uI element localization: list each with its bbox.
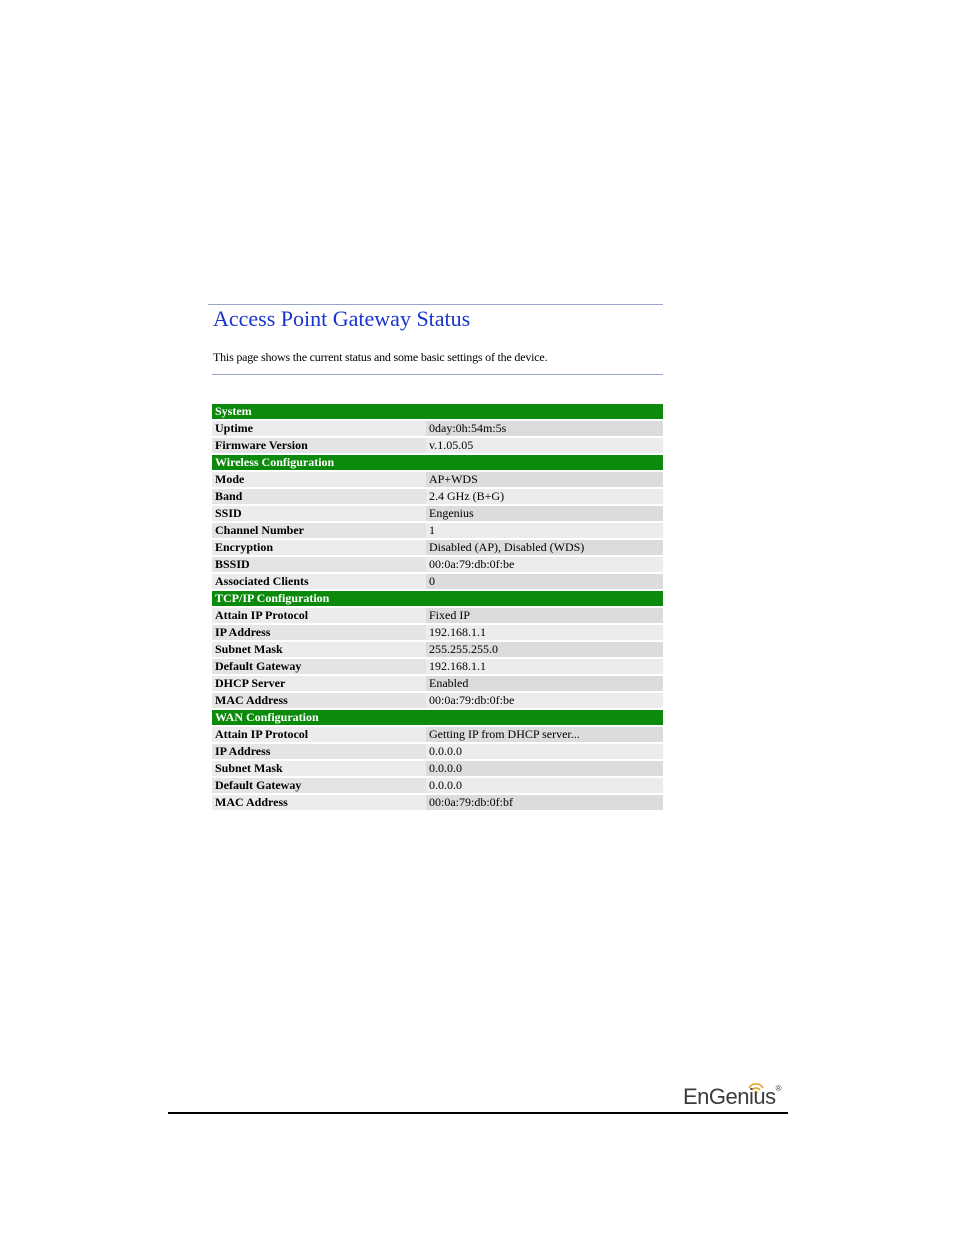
row-value: AP+WDS xyxy=(426,472,663,487)
row-value: Disabled (AP), Disabled (WDS) xyxy=(426,540,663,555)
row-label: Attain IP Protocol xyxy=(212,608,426,623)
section-header xyxy=(212,404,663,419)
row-label: Band xyxy=(212,489,426,504)
row-value: 192.168.1.1 xyxy=(426,625,663,640)
row-value: 1 xyxy=(426,523,663,538)
engenius-logo xyxy=(683,1078,793,1110)
row-value: 00:0a:79:db:0f:bf xyxy=(426,795,663,810)
row-value: 0.0.0.0 xyxy=(426,778,663,793)
section-header xyxy=(212,455,663,470)
header-divider xyxy=(212,374,663,375)
table-row xyxy=(212,438,663,453)
row-value: 0.0.0.0 xyxy=(426,761,663,776)
row-value: v.1.05.05 xyxy=(426,438,663,453)
top-divider xyxy=(208,304,663,305)
row-label: Channel Number xyxy=(212,523,426,538)
table-row xyxy=(212,761,663,776)
page-description: This page shows the current status and some basic settings of the device. xyxy=(213,350,548,364)
row-label: IP Address xyxy=(212,625,426,640)
row-label: Encryption xyxy=(212,540,426,555)
row-label: Uptime xyxy=(212,421,426,436)
table-row xyxy=(212,540,663,555)
row-value: 0 xyxy=(426,574,663,589)
table-row xyxy=(212,421,663,436)
table-row xyxy=(212,523,663,538)
row-value: 0.0.0.0 xyxy=(426,744,663,759)
row-value: Fixed IP xyxy=(426,608,663,623)
table-row xyxy=(212,676,663,691)
row-label: Associated Clients xyxy=(212,574,426,589)
row-label: MAC Address xyxy=(212,693,426,708)
row-value: 2.4 GHz (B+G) xyxy=(426,489,663,504)
section-title: System xyxy=(212,404,663,419)
table-row xyxy=(212,608,663,623)
row-value: 00:0a:79:db:0f:be xyxy=(426,557,663,572)
section-header xyxy=(212,710,663,725)
row-label: MAC Address xyxy=(212,795,426,810)
row-value: 0day:0h:54m:5s xyxy=(426,421,663,436)
logo-text: EnGenius® xyxy=(683,1084,782,1109)
section-title: TCP/IP Configuration xyxy=(212,591,663,606)
table-row xyxy=(212,795,663,810)
row-label: Mode xyxy=(212,472,426,487)
row-value: 192.168.1.1 xyxy=(426,659,663,674)
row-value: 255.255.255.0 xyxy=(426,642,663,657)
table-row xyxy=(212,489,663,504)
table-row xyxy=(212,574,663,589)
section-header xyxy=(212,591,663,606)
status-panel xyxy=(208,304,663,809)
row-label: IP Address xyxy=(212,744,426,759)
row-label: BSSID xyxy=(212,557,426,572)
row-label: Default Gateway xyxy=(212,659,426,674)
row-label: Subnet Mask xyxy=(212,642,426,657)
page-title: Access Point Gateway Status xyxy=(213,306,471,331)
table-row xyxy=(212,625,663,640)
row-value: Engenius xyxy=(426,506,663,521)
table-row xyxy=(212,659,663,674)
row-label: Default Gateway xyxy=(212,778,426,793)
status-table xyxy=(212,402,663,812)
row-label: Attain IP Protocol xyxy=(212,727,426,742)
row-value: Enabled xyxy=(426,676,663,691)
table-row xyxy=(212,642,663,657)
table-row xyxy=(212,506,663,521)
row-value: Getting IP from DHCP server... xyxy=(426,727,663,742)
table-row xyxy=(212,472,663,487)
footer-divider xyxy=(168,1112,788,1114)
row-label: Firmware Version xyxy=(212,438,426,453)
row-label: Subnet Mask xyxy=(212,761,426,776)
section-title: WAN Configuration xyxy=(212,710,663,725)
row-label: SSID xyxy=(212,506,426,521)
table-row xyxy=(212,727,663,742)
row-value: 00:0a:79:db:0f:be xyxy=(426,693,663,708)
registered-mark: ® xyxy=(775,1084,782,1093)
section-title: Wireless Configuration xyxy=(212,455,663,470)
table-row xyxy=(212,778,663,793)
table-row xyxy=(212,557,663,572)
table-row xyxy=(212,744,663,759)
row-label: DHCP Server xyxy=(212,676,426,691)
table-row xyxy=(212,693,663,708)
